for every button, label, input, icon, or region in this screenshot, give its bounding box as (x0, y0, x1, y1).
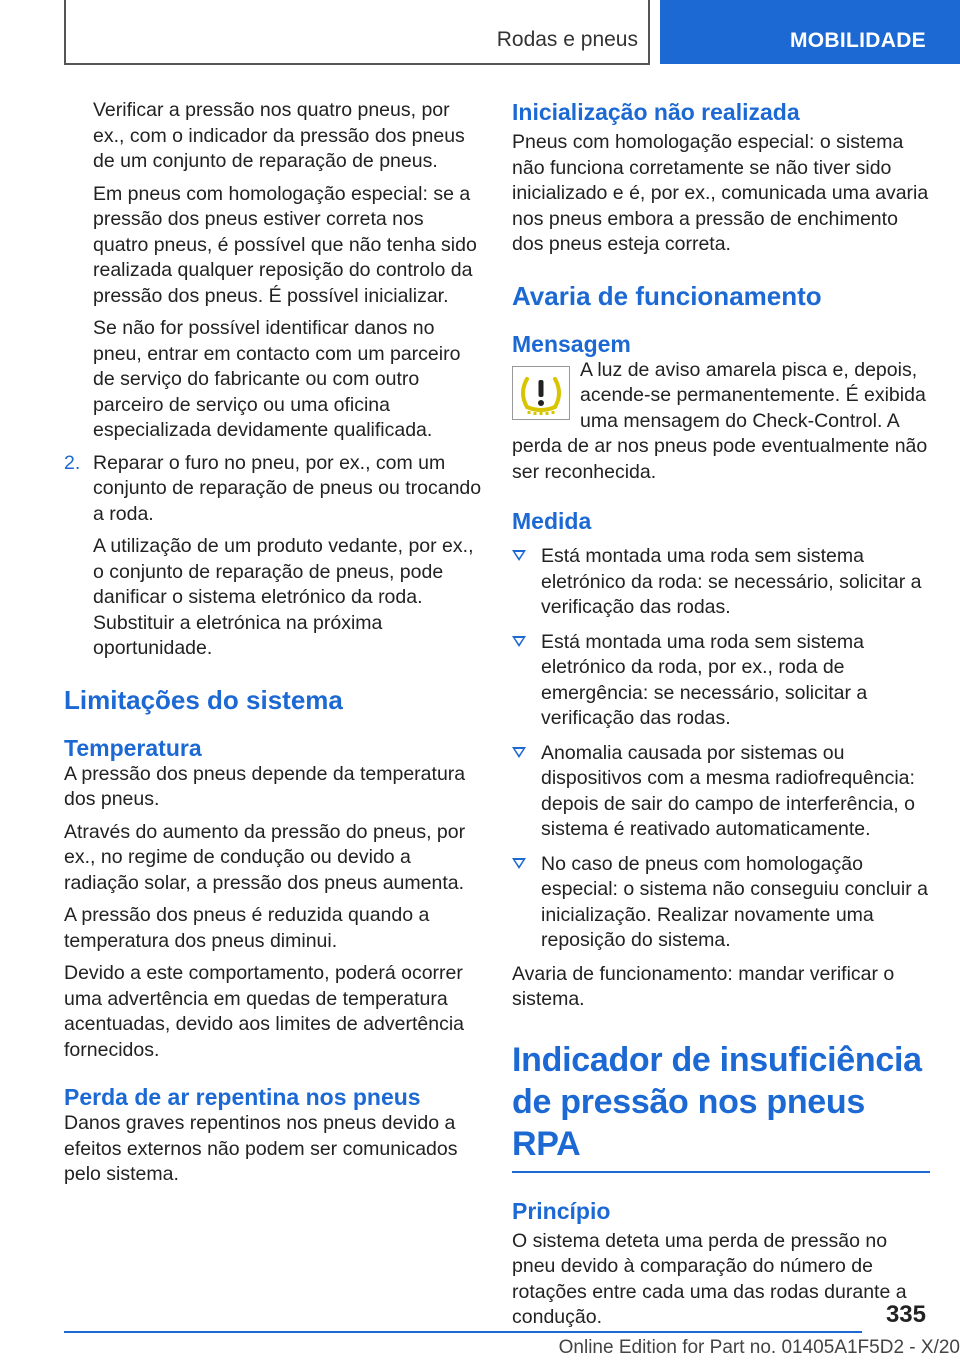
paragraph: A pressão dos pneus é reduzida quando a temperatura dos pneus diminui. (64, 904, 430, 952)
chapter-heading: Indicador de insuficiência de pressão nos pneus RPA (512, 1040, 922, 1163)
triangle-bullet-icon (512, 550, 526, 561)
step-text: Reparar o furo no pneu, por ex., com um conjunto de reparação de pneus ou trocando a roda. (93, 451, 482, 525)
edition-note: Online Edition for Part no. 01405A1F5D2 - X/20 (558, 1337, 960, 1358)
paragraph: Devido a este comportamento, poderá ocorrer uma advertência em quedas de temperatura acentuadas, devido aos limites de advertência fornecidos. (64, 962, 464, 1061)
list-item-text: Está montada uma roda sem sistema eletrónico da roda: se necessário, solicitar a verificação das rodas. (541, 545, 922, 618)
header-left-border (64, 0, 66, 64)
paragraph: Através do aumento da pressão do pneus, por ex., no regime de condução ou devido a radiação solar, a pressão dos pneus aumenta. (64, 820, 466, 894)
subsection-heading: Inicialização não realizada (512, 99, 800, 125)
header-divider (648, 0, 650, 64)
list-item (512, 852, 930, 954)
footer-rule (64, 1331, 862, 1333)
page-number: 335 (885, 1301, 926, 1328)
paragraph: Verificar a pressão nos quatro pneus, por ex., com o indicador da pressão dos pneus de um conjunto de reparação de pneus. (93, 99, 465, 172)
step-number: 2. (64, 451, 81, 474)
list-item (512, 741, 930, 843)
paragraph: Danos graves repentinos nos pneus devido a efeitos externos não podem ser comunicados pelo sistema. (64, 1112, 458, 1185)
paragraph: A luz de aviso amarela pisca e, depois, acende-se permanentemente. É exibida uma mensagem do Check-Control. A perda de ar nos pneus pode eventualmente não ser reconhecida. (512, 358, 928, 483)
heading-rule (512, 1171, 930, 1173)
right-column (512, 98, 930, 1331)
triangle-bullet-icon (512, 858, 526, 869)
list-item (512, 630, 930, 732)
subsection-heading: Temperatura (64, 734, 202, 761)
paragraph: A utilização de um produto vedante, por ex., o conjunto de reparação de pneus, pode danificar o sistema eletrónico da roda. Substituir a eletrónica na próxima oportunidade. (93, 535, 474, 659)
section-heading: Limitações do sistema (64, 684, 343, 715)
triangle-bullet-icon (512, 636, 526, 647)
section-title: Rodas e pneus (496, 28, 638, 51)
paragraph: Avaria de funcionamento: mandar verificar o sistema. (512, 962, 895, 1010)
list-item (512, 544, 930, 621)
paragraph: Se não for possível identificar danos no pneu, entrar em contacto com um parceiro de serviço do fabricante ou com outro parceiro de serviço ou uma oficina especializada devidamente qualificada. (93, 317, 461, 441)
subsection-heading: Perda de ar repentina nos pneus (64, 1084, 421, 1110)
list-item-text: No caso de pneus com homologação especial: o sistema não conseguiu concluir a inicialização. Realizar novamente uma reposição do sistema. (541, 852, 928, 951)
triangle-bullet-icon (512, 747, 526, 758)
list-item-text: Anomalia causada por sistemas ou dispositivos com a mesma radiofrequência: depois de sair do campo de interferência, o sistema é reativado automaticamente. (541, 741, 915, 840)
left-column (64, 98, 484, 1188)
section-heading: Avaria de funcionamento (512, 280, 822, 311)
paragraph: O sistema deteta uma perda de pressão no pneu devido à comparação do número de rotações entre cada uma das rodas durante a condução. (512, 1229, 907, 1328)
numbered-step (64, 451, 484, 528)
chapter-title: MOBILIDADE (790, 29, 926, 52)
subsection-heading: Medida (512, 508, 592, 534)
tire-pressure-warning-icon (512, 366, 570, 420)
subsection-heading: Mensagem (512, 330, 631, 357)
list-item-text: Está montada uma roda sem sistema eletrónico da roda, por ex., roda de emergência: se necessário, solicitar a verificação das rodas. (541, 630, 868, 729)
paragraph: A pressão dos pneus depende da temperatura dos pneus. (64, 762, 466, 810)
header-rule (64, 63, 650, 65)
subsection-heading: Princípio (512, 1197, 611, 1224)
paragraph: Em pneus com homologação especial: se a pressão dos pneus estiver correta nos quatro pneus, é possível que não tenha sido realizada qualquer reposição do controlo da pressão dos pneus. É possível inicializar. (93, 182, 477, 307)
bullet-list (512, 544, 930, 954)
message-block (512, 358, 930, 486)
paragraph: Pneus com homologação especial: o sistema não funciona corretamente se não tiver sido inicializado e é, por ex., comunicada uma avaria nos pneus embora a pressão de enchimento dos pneus esteja correta. (512, 131, 929, 255)
chapter-tab (660, 0, 960, 64)
